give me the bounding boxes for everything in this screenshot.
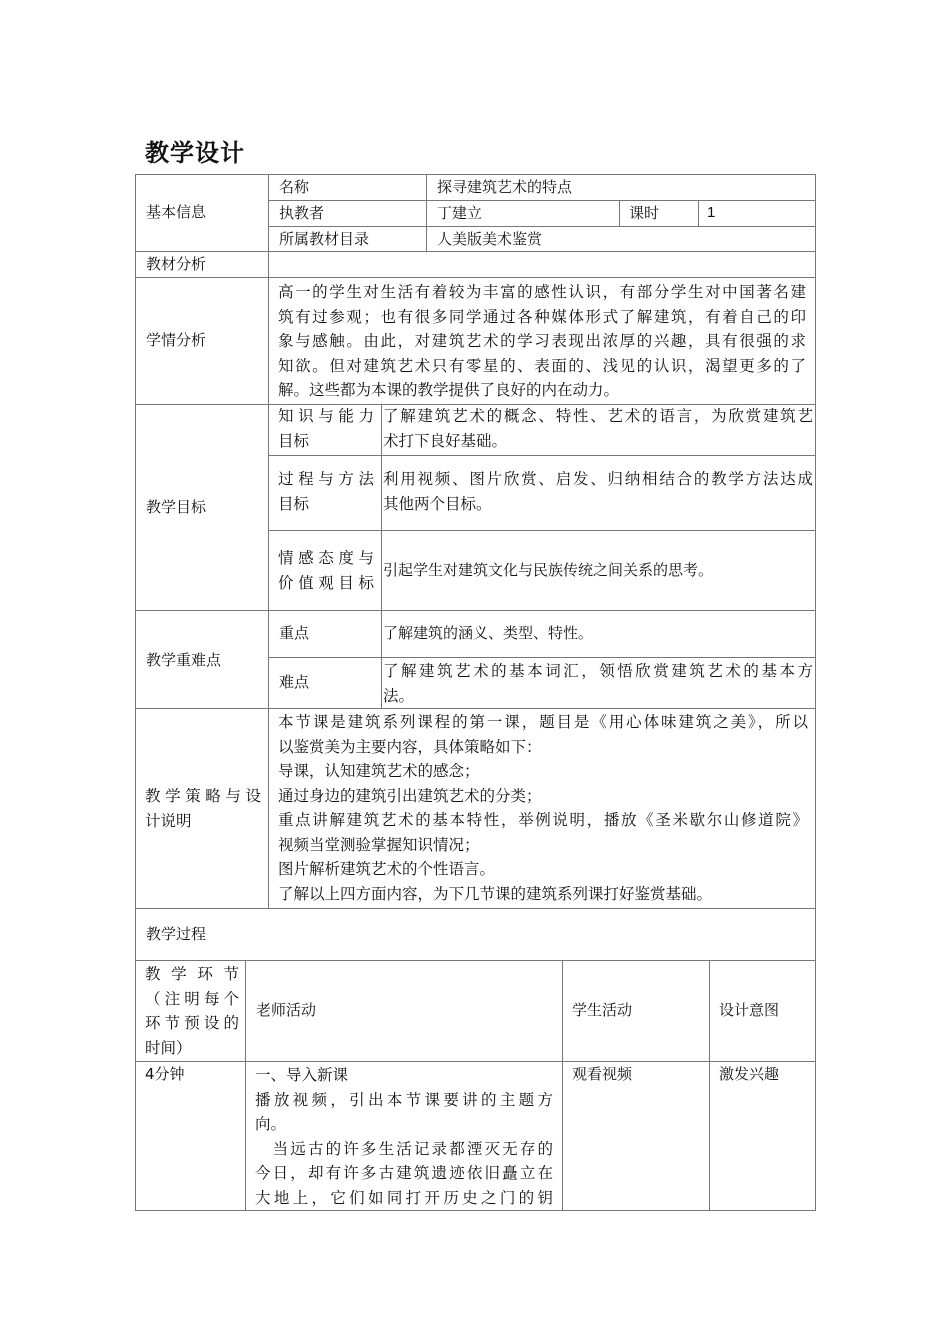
hours-value: 1 xyxy=(707,204,716,221)
text-line: 象与感触。由此，对建筑艺术的学习表现出浓厚的兴趣，具有很强的求 xyxy=(278,332,806,350)
text-line: 大地上，它们如同打开历史之门的钥 xyxy=(255,1188,553,1207)
process-stage-header xyxy=(145,962,239,1060)
text-line: 利用视频、图片欣赏、启发、归纳相结合的教学方法达成 xyxy=(383,470,813,488)
text-line: 教学环节 xyxy=(145,965,239,983)
learner-analysis-label: 学情分析 xyxy=(146,331,207,349)
text-line: 知识与能力 xyxy=(278,407,374,425)
process-row-time: 4分钟 xyxy=(145,1065,185,1083)
process-row-intent: 激发兴趣 xyxy=(719,1065,780,1083)
text-line: 本节课是建筑系列课程的第一课，题目是《用心体味建筑之美》，所以 xyxy=(278,713,808,731)
text-line: 向。 xyxy=(255,1115,287,1133)
key-label: 重点 xyxy=(279,624,310,642)
text-line: 今日，却有许多古建筑遗迹依旧矗立在 xyxy=(255,1164,553,1182)
difficult-value xyxy=(383,659,813,708)
text-line: 高一的学生对生活有着较为丰富的感性认识，有部分学生对中国著名建 xyxy=(278,283,806,301)
textbook-label: 所属教材目录 xyxy=(279,230,370,248)
text-line: 目标 xyxy=(278,494,310,513)
text-line: 时间） xyxy=(145,1038,192,1057)
strategy-text xyxy=(278,710,808,906)
text-line: 术打下良好基础。 xyxy=(383,431,508,450)
text-line: 计说明 xyxy=(145,811,192,830)
process-teacher-header: 老师活动 xyxy=(256,1001,317,1019)
material-analysis-label: 教材分析 xyxy=(146,255,207,273)
name-label: 名称 xyxy=(279,178,310,196)
teacher-label: 执教者 xyxy=(279,204,325,222)
process-row-student: 观看视频 xyxy=(572,1065,633,1083)
objective-name xyxy=(278,467,374,516)
textbook-value: 人美版美术鉴赏 xyxy=(437,230,543,248)
text-line: 以鉴赏美为主要内容，具体策略如下： xyxy=(278,737,542,756)
objective-desc xyxy=(383,404,813,453)
text-line: 价值观目标 xyxy=(278,573,374,592)
text-line: 当远古的许多生活记录都湮灭无存的 xyxy=(255,1139,553,1158)
text-line: 重点讲解建筑艺术的基本特性，举例说明，播放《圣米歇尔山修道院》 xyxy=(278,811,808,829)
text-line: 环节预设的 xyxy=(145,1014,239,1032)
text-line: 法。 xyxy=(383,686,415,705)
objective-desc: 引起学生对建筑文化与民族传统之间关系的思考。 xyxy=(383,561,714,579)
text-line: 一、导入新课 xyxy=(255,1066,349,1084)
text-line: 目标 xyxy=(278,431,310,450)
name-value: 探寻建筑艺术的特点 xyxy=(437,178,573,196)
text-line: 过程与方法 xyxy=(278,470,374,488)
objective-name xyxy=(278,546,374,595)
text-line: 筑有过参观；也有很多同学通过各种媒体形式了解建筑，有着自己的印 xyxy=(278,307,806,326)
text-line: 播放视频，引出本节课要讲的主题方 xyxy=(255,1090,553,1109)
key-value: 了解建筑的涵义、类型、特性。 xyxy=(383,624,594,642)
teacher-value: 丁建立 xyxy=(437,204,483,222)
text-line: 通过身边的建筑引出建筑艺术的分类； xyxy=(278,786,542,805)
text-line: 知欲。但对建筑艺术只有零星的、表面的、浅见的认识，渴望更多的了 xyxy=(278,356,806,375)
process-intent-header: 设计意图 xyxy=(719,1001,780,1019)
hours-label: 课时 xyxy=(629,204,660,222)
page-title: 教学设计 xyxy=(145,139,245,167)
learner-analysis-text xyxy=(278,280,806,403)
key-points-label: 教学重难点 xyxy=(146,651,222,669)
text-line: 其他两个目标。 xyxy=(383,494,492,513)
objectives-label: 教学目标 xyxy=(146,498,207,516)
text-line: 视频当堂测验掌握知识情况； xyxy=(278,835,480,854)
text-line: 导课，认知建筑艺术的感念； xyxy=(278,762,480,780)
process-row-teacher xyxy=(255,1063,553,1210)
text-line: 教学策略与设 xyxy=(145,787,261,805)
process-label: 教学过程 xyxy=(146,925,207,943)
text-line: 解。这些都为本课的教学提供了良好的内在动力。 xyxy=(278,381,620,399)
text-line: 了解以上四方面内容，为下几节课的建筑系列课打好鉴赏基础。 xyxy=(278,884,713,903)
text-line: （注明每个 xyxy=(145,989,239,1008)
objective-name xyxy=(278,404,374,453)
strategy-label xyxy=(145,784,261,833)
objective-desc xyxy=(383,467,813,516)
basic-info-label: 基本信息 xyxy=(146,203,207,221)
text-line: 了解建筑艺术的概念、特性、艺术的语言，为欣赏建筑艺 xyxy=(383,407,813,425)
text-line: 图片解析建筑艺术的个性语言。 xyxy=(278,860,496,878)
text-line: 情感态度与 xyxy=(278,549,374,567)
difficult-label: 难点 xyxy=(279,673,310,691)
process-student-header: 学生活动 xyxy=(572,1001,633,1019)
text-line: 了解建筑艺术的基本词汇，领悟欣赏建筑艺术的基本方 xyxy=(383,662,813,680)
